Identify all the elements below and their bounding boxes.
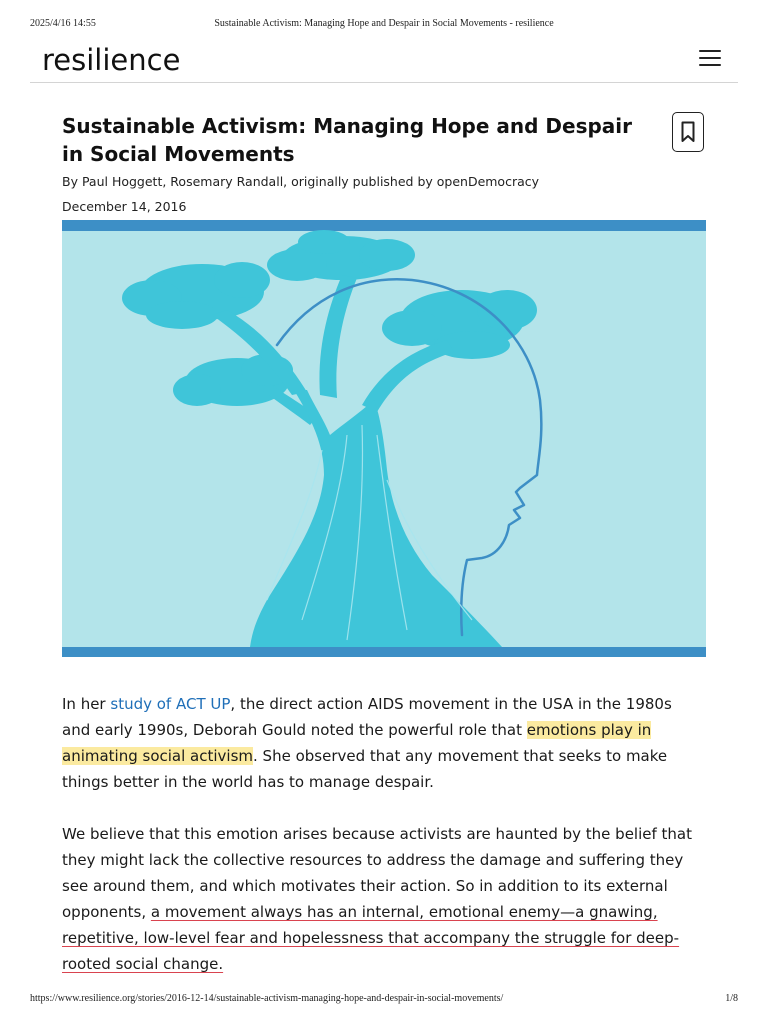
p1-text-1: In her	[62, 695, 111, 713]
act-up-study-link[interactable]: study of ACT UP	[110, 695, 231, 713]
site-header	[30, 40, 738, 83]
article-byline: By Paul Hoggett, Rosemary Randall, originally published by openDemocracy	[62, 174, 540, 189]
hero-bottom-bar	[62, 647, 706, 657]
article-title: Sustainable Activism: Managing Hope and Despair in Social Movements	[62, 114, 632, 166]
print-footer	[30, 993, 738, 1007]
site-logo[interactable]: resilience	[42, 43, 181, 77]
hamburger-menu-icon[interactable]	[699, 50, 721, 68]
print-header	[30, 18, 738, 32]
print-page-number: 1/8	[725, 993, 738, 1004]
article-paragraph-2	[62, 821, 702, 977]
tree-head-illustration	[62, 220, 706, 657]
p1-text-2: , the direct action AIDS movement in the USA in the 1980s and early 1990s, Deborah Gould noted the powerful role that	[62, 695, 672, 739]
article-date: December 14, 2016	[62, 199, 187, 214]
p1-text-3: . She observed that any movement that seeks to make things better in the world has to manage despair.	[62, 747, 668, 791]
print-datetime: 2025/4/16 14:55	[30, 18, 96, 29]
print-page-title: Sustainable Activism: Managing Hope and Despair in Social Movements - resilience	[214, 18, 554, 29]
article-paragraph-1	[62, 691, 702, 795]
bookmark-button[interactable]	[672, 112, 704, 152]
p2-text-1: We believe that this emotion arises because activists are haunted by the belief that they might lack the collective resources to address the damage and suffering they see around them, and which motivates their action. So in addition to its external opponents,	[62, 825, 693, 921]
bookmark-icon	[681, 121, 695, 143]
p1-highlight: emotions play in animating social activism	[62, 721, 652, 765]
print-page-url: https://www.resilience.org/stories/2016-12-14/sustainable-activism-managing-hope-and-despair-in-social-movements/	[30, 993, 504, 1004]
article-hero-image	[62, 220, 706, 657]
p2-underlined-text: a movement always has an internal, emotional enemy—a gnawing, repetitive, low-level fear and hopelessness that accompany the struggle for deep-rooted social change.	[62, 903, 680, 973]
